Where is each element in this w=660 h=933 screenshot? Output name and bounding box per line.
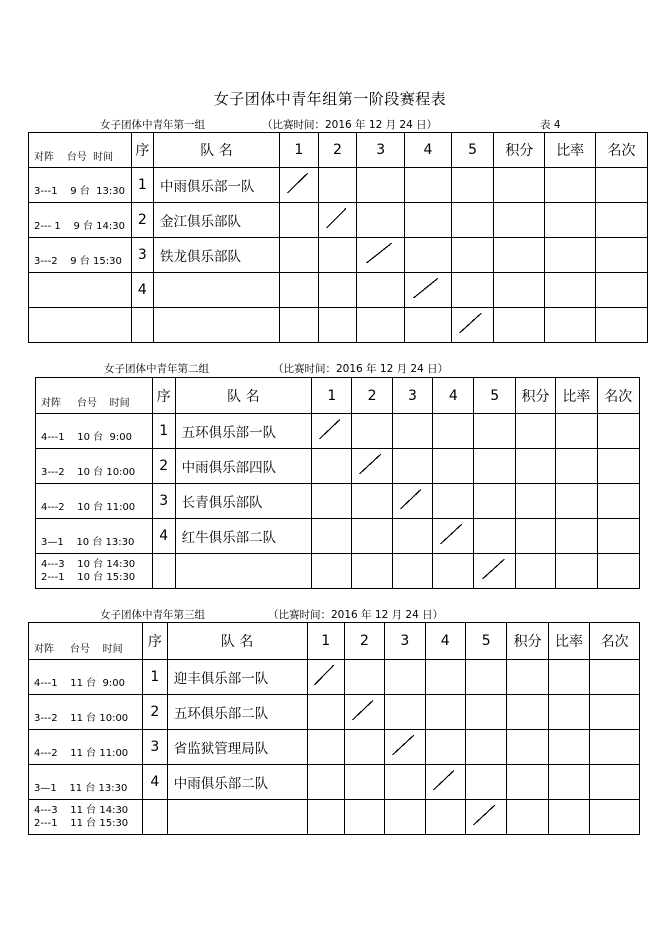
score-cell <box>385 660 425 695</box>
group3-table <box>28 622 640 835</box>
diagonal-cell <box>357 238 405 273</box>
header-xu: 序 <box>142 623 167 660</box>
header-col-1: 1 <box>307 623 344 660</box>
diagonal-cell <box>307 660 344 695</box>
score-cell <box>474 484 515 519</box>
table-row <box>36 554 640 589</box>
jifen-cell <box>494 308 545 343</box>
team-name-cell: 中雨俱乐部四队 <box>175 449 312 484</box>
mingci-cell <box>597 554 639 589</box>
group2-table <box>35 377 640 589</box>
team-name-cell: 五环俱乐部二队 <box>167 695 307 730</box>
header-mingci: 名次 <box>597 378 639 414</box>
xu-cell: 4 <box>142 765 167 800</box>
score-cell <box>312 519 352 554</box>
bilv-cell <box>548 695 589 730</box>
team-name-cell: 中雨俱乐部二队 <box>167 765 307 800</box>
score-cell <box>280 273 319 308</box>
table-row <box>29 238 648 273</box>
header-team: 队 名 <box>154 133 280 168</box>
duizhen-cell <box>29 695 143 730</box>
table-row <box>29 730 640 765</box>
bilv-cell <box>556 484 597 519</box>
table-row <box>29 800 640 835</box>
table-row <box>29 660 640 695</box>
mingci-cell <box>597 484 639 519</box>
team-name-cell: 省监狱管理局队 <box>167 730 307 765</box>
score-cell <box>425 730 465 765</box>
duizhen-line: 4---1 11 台 9:00 <box>34 678 125 689</box>
score-cell <box>451 238 494 273</box>
score-cell <box>357 273 405 308</box>
duizhen-cell <box>29 238 132 273</box>
table-row <box>36 414 640 449</box>
score-cell <box>385 695 425 730</box>
score-cell <box>312 554 352 589</box>
score-cell <box>392 449 432 484</box>
header-jifen: 积分 <box>494 133 545 168</box>
mingci-cell <box>590 660 640 695</box>
duizhen-cell <box>29 308 132 343</box>
score-cell <box>307 730 344 765</box>
team-name-cell: 迎丰俱乐部一队 <box>167 660 307 695</box>
duizhen-cell <box>36 414 153 449</box>
bilv-cell <box>556 449 597 484</box>
header-col-1: 1 <box>312 378 352 414</box>
score-cell <box>425 660 465 695</box>
mingci-cell <box>597 414 639 449</box>
score-cell <box>312 449 352 484</box>
xu-cell: 4 <box>131 273 153 308</box>
score-cell <box>392 554 432 589</box>
jifen-cell <box>494 238 545 273</box>
team-name-cell <box>154 273 280 308</box>
score-cell <box>392 519 432 554</box>
group3-date: （比赛时间：2016 年 12 月 24 日） <box>268 609 444 621</box>
bilv-cell <box>545 238 596 273</box>
score-cell <box>425 695 465 730</box>
duizhen-cell <box>29 730 143 765</box>
duizhen-line: 3---2 9 台 15:30 <box>34 256 122 267</box>
diagonal-cell <box>465 800 506 835</box>
mingci-cell <box>596 203 648 238</box>
score-cell <box>385 765 425 800</box>
jifen-cell <box>507 695 548 730</box>
table-row <box>29 308 648 343</box>
header-col-5: 5 <box>451 133 494 168</box>
duizhen-cell <box>29 660 143 695</box>
header-jifen: 积分 <box>515 378 555 414</box>
score-cell <box>357 308 405 343</box>
diagonal-cell <box>474 554 515 589</box>
jifen-cell <box>515 554 555 589</box>
header-row <box>29 133 648 168</box>
score-cell <box>307 695 344 730</box>
table-row <box>29 168 648 203</box>
score-cell <box>451 168 494 203</box>
header-col-1: 1 <box>280 133 319 168</box>
header-duizhen: 对阵 台号 时间 <box>29 133 132 168</box>
header-col-5: 5 <box>465 623 506 660</box>
jifen-cell <box>494 168 545 203</box>
score-cell <box>405 238 452 273</box>
mingci-cell <box>590 695 640 730</box>
duizhen-line: 4---1 10 台 9:00 <box>41 432 132 443</box>
duizhen-line: 2---1 11 台 15:30 <box>34 818 129 829</box>
table-row <box>36 484 640 519</box>
duizhen-cell <box>36 554 153 589</box>
header-col-2: 2 <box>352 378 392 414</box>
header-row <box>29 623 640 660</box>
score-cell <box>425 800 465 835</box>
jifen-cell <box>507 800 548 835</box>
score-cell <box>405 168 452 203</box>
duizhen-line: 3---2 11 台 10:00 <box>34 713 129 724</box>
diagonal-cell <box>433 519 474 554</box>
bilv-cell <box>548 765 589 800</box>
duizhen-cell <box>29 273 132 308</box>
duizhen-cell <box>36 449 153 484</box>
group2-date: （比赛时间：2016 年 12 月 24 日） <box>273 363 449 375</box>
score-cell <box>385 800 425 835</box>
duizhen-cell <box>29 203 132 238</box>
header-duizhen: 对阵 台号 时间 <box>36 378 153 414</box>
duizhen-line: 3—1 11 台 13:30 <box>34 783 128 794</box>
score-cell <box>474 519 515 554</box>
xu-cell <box>142 800 167 835</box>
score-cell <box>344 660 384 695</box>
score-cell <box>344 730 384 765</box>
table-row <box>29 765 640 800</box>
xu-cell: 1 <box>131 168 153 203</box>
mingci-cell <box>590 730 640 765</box>
group2-name: 女子团体中青年第二组 <box>104 363 209 375</box>
mingci-cell <box>590 800 640 835</box>
jifen-cell <box>515 519 555 554</box>
header-mingci: 名次 <box>596 133 648 168</box>
header-col-4: 4 <box>405 133 452 168</box>
team-name-cell: 铁龙俱乐部队 <box>154 238 280 273</box>
score-cell <box>352 519 392 554</box>
xu-cell: 1 <box>142 660 167 695</box>
group1-table-no: 表 4 <box>540 119 561 131</box>
xu-cell: 3 <box>142 730 167 765</box>
team-name-cell: 红牛俱乐部二队 <box>175 519 312 554</box>
group3-name: 女子团体中青年第三组 <box>100 609 205 621</box>
header-team: 队 名 <box>175 378 312 414</box>
score-cell <box>280 238 319 273</box>
duizhen-cell <box>29 800 143 835</box>
score-cell <box>318 273 357 308</box>
score-cell <box>465 695 506 730</box>
header-team: 队 名 <box>167 623 307 660</box>
bilv-cell <box>548 660 589 695</box>
score-cell <box>451 273 494 308</box>
score-cell <box>474 449 515 484</box>
score-cell <box>405 308 452 343</box>
diagonal-cell <box>318 203 357 238</box>
mingci-cell <box>596 308 648 343</box>
score-cell <box>344 800 384 835</box>
header-xu: 序 <box>152 378 175 414</box>
xu-cell: 2 <box>152 449 175 484</box>
duizhen-line: 3---1 9 台 13:30 <box>34 186 125 197</box>
team-name-cell: 五环俱乐部一队 <box>175 414 312 449</box>
score-cell <box>352 554 392 589</box>
bilv-cell <box>545 168 596 203</box>
score-cell <box>312 484 352 519</box>
xu-cell: 2 <box>131 203 153 238</box>
jifen-cell <box>515 484 555 519</box>
score-cell <box>352 484 392 519</box>
bilv-cell <box>556 414 597 449</box>
duizhen-cell <box>36 519 153 554</box>
score-cell <box>307 765 344 800</box>
table-row <box>36 449 640 484</box>
group1-name: 女子团体中青年第一组 <box>100 119 205 131</box>
bilv-cell <box>556 554 597 589</box>
group1-date: （比赛时间：2016 年 12 月 24 日） <box>262 119 438 131</box>
xu-cell <box>152 554 175 589</box>
diagonal-cell <box>451 308 494 343</box>
bilv-cell <box>545 273 596 308</box>
team-name-cell: 中雨俱乐部一队 <box>154 168 280 203</box>
mingci-cell <box>597 449 639 484</box>
bilv-cell <box>556 519 597 554</box>
duizhen-line: 3---2 10 台 10:00 <box>41 467 136 478</box>
duizhen-line: 2--- 1 9 台 14:30 <box>34 221 125 232</box>
score-cell <box>433 449 474 484</box>
score-cell <box>465 730 506 765</box>
score-cell <box>433 414 474 449</box>
header-xu: 序 <box>131 133 153 168</box>
jifen-cell <box>507 730 548 765</box>
xu-cell: 3 <box>152 484 175 519</box>
mingci-cell <box>596 168 648 203</box>
diagonal-cell <box>280 168 319 203</box>
bilv-cell <box>545 203 596 238</box>
xu-cell <box>131 308 153 343</box>
mingci-cell <box>596 273 648 308</box>
score-cell <box>357 168 405 203</box>
score-cell <box>465 660 506 695</box>
score-cell <box>451 203 494 238</box>
header-col-4: 4 <box>433 378 474 414</box>
header-bilv: 比率 <box>548 623 589 660</box>
header-col-2: 2 <box>344 623 384 660</box>
score-cell <box>280 308 319 343</box>
score-cell <box>465 765 506 800</box>
score-cell <box>433 484 474 519</box>
xu-cell: 1 <box>152 414 175 449</box>
group1-table <box>28 132 648 343</box>
team-name-cell: 长青俱乐部队 <box>175 484 312 519</box>
table-row <box>29 203 648 238</box>
duizhen-line: 3—1 10 台 13:30 <box>41 537 135 548</box>
score-cell <box>392 414 432 449</box>
team-name-cell <box>167 800 307 835</box>
header-col-2: 2 <box>318 133 357 168</box>
diagonal-cell <box>312 414 352 449</box>
header-jifen: 积分 <box>507 623 548 660</box>
jifen-cell <box>507 660 548 695</box>
score-cell <box>307 800 344 835</box>
diagonal-cell <box>385 730 425 765</box>
score-cell <box>433 554 474 589</box>
table-row <box>29 695 640 730</box>
duizhen-line: 4---3 11 台 14:30 <box>34 805 129 816</box>
mingci-cell <box>597 519 639 554</box>
header-col-5: 5 <box>474 378 515 414</box>
table-row <box>29 273 648 308</box>
header-mingci: 名次 <box>590 623 640 660</box>
diagonal-cell <box>344 695 384 730</box>
bilv-cell <box>548 730 589 765</box>
duizhen-line: 2---1 10 台 15:30 <box>41 572 136 583</box>
score-cell <box>405 203 452 238</box>
score-cell <box>357 203 405 238</box>
mingci-cell <box>596 238 648 273</box>
diagonal-cell <box>392 484 432 519</box>
bilv-cell <box>548 800 589 835</box>
duizhen-cell <box>36 484 153 519</box>
header-bilv: 比率 <box>556 378 597 414</box>
duizhen-line: 4---2 10 台 11:00 <box>41 502 136 513</box>
score-cell <box>318 238 357 273</box>
score-cell <box>352 414 392 449</box>
header-col-3: 3 <box>392 378 432 414</box>
header-row <box>36 378 640 414</box>
score-cell <box>318 308 357 343</box>
jifen-cell <box>494 273 545 308</box>
xu-cell: 2 <box>142 695 167 730</box>
duizhen-line: 4---3 10 台 14:30 <box>41 559 136 570</box>
diagonal-cell <box>425 765 465 800</box>
duizhen-line: 4---2 11 台 11:00 <box>34 748 129 759</box>
header-col-3: 3 <box>385 623 425 660</box>
jifen-cell <box>515 414 555 449</box>
page-title: 女子团体中青年组第一阶段赛程表 <box>213 90 447 108</box>
table-row <box>36 519 640 554</box>
header-col-4: 4 <box>425 623 465 660</box>
header-col-3: 3 <box>357 133 405 168</box>
team-name-cell <box>154 308 280 343</box>
bilv-cell <box>545 308 596 343</box>
jifen-cell <box>494 203 545 238</box>
duizhen-cell <box>29 168 132 203</box>
mingci-cell <box>590 765 640 800</box>
xu-cell: 4 <box>152 519 175 554</box>
score-cell <box>474 414 515 449</box>
team-name-cell: 金江俱乐部队 <box>154 203 280 238</box>
header-bilv: 比率 <box>545 133 596 168</box>
score-cell <box>280 203 319 238</box>
duizhen-cell <box>29 765 143 800</box>
jifen-cell <box>515 449 555 484</box>
diagonal-cell <box>405 273 452 308</box>
header-duizhen: 对阵 台号 时间 <box>29 623 143 660</box>
team-name-cell <box>175 554 312 589</box>
jifen-cell <box>507 765 548 800</box>
score-cell <box>318 168 357 203</box>
xu-cell: 3 <box>131 238 153 273</box>
diagonal-cell <box>352 449 392 484</box>
score-cell <box>344 765 384 800</box>
